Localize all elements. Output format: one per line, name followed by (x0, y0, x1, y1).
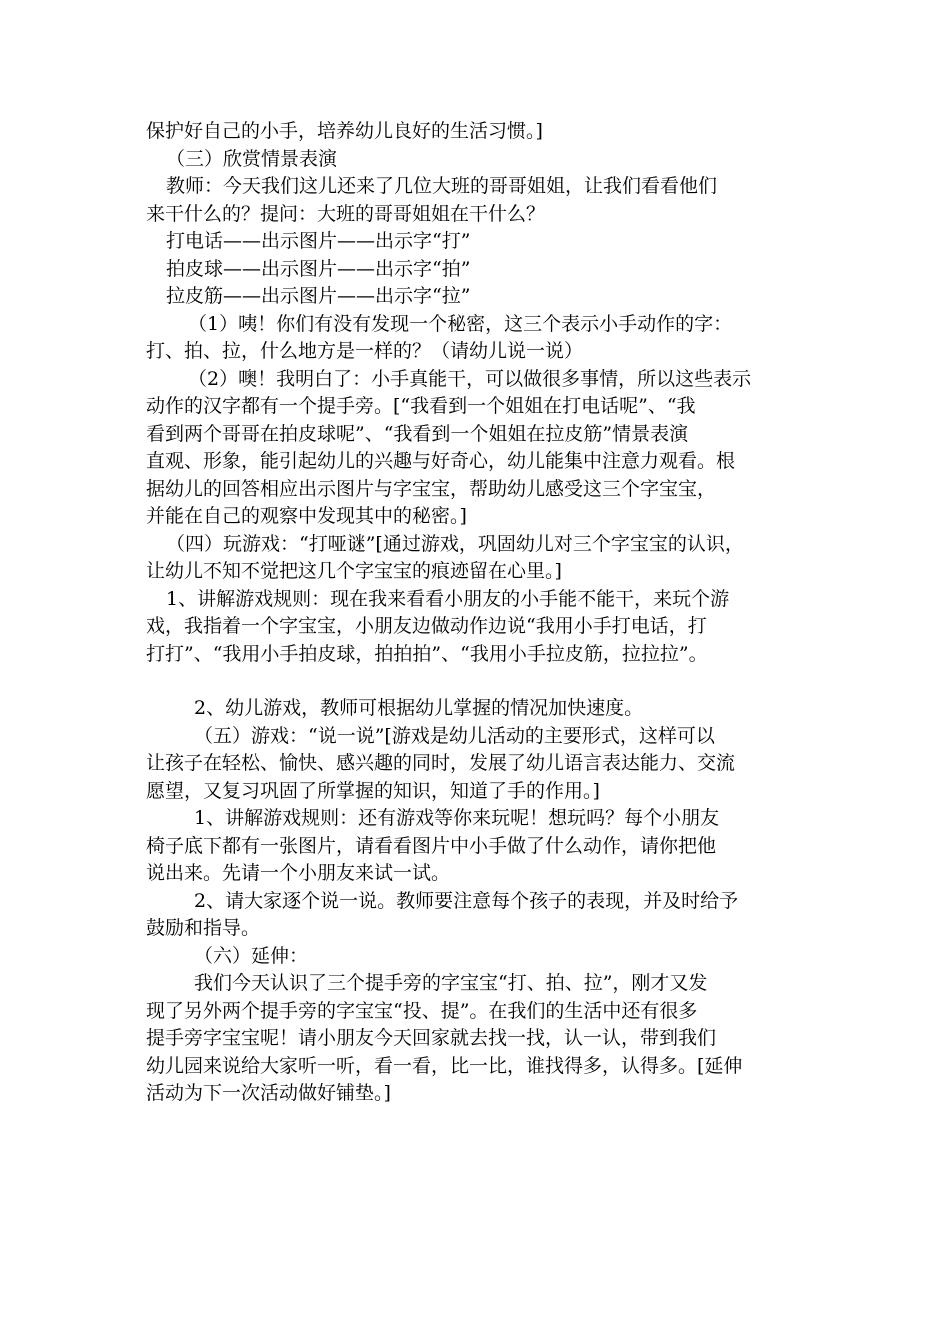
body-text (146, 118, 818, 1108)
section-heading: （四）玩游戏：“打哑谜”[通过游戏，巩固幼儿对三个字宝宝的认识， (166, 532, 744, 555)
paragraph-line: 看到两个哥哥在拍皮球呢”、“我看到一个姐姐在拉皮筋”情景表演 (146, 422, 689, 445)
paragraph-line: 椅子底下都有一张图片，请看看图片中小手做了什么动作，请你把他 (146, 834, 717, 857)
paragraph-line: （1）咦！你们有没有发现一个秘密，这三个表示小手动作的字： (188, 312, 733, 335)
paragraph-line: 提手旁字宝宝呢！请小朋友今天回家就去找一找，认一认，带到我们 (146, 1027, 717, 1049)
paragraph-line: 戏，我指着一个字宝宝，小朋友边做动作边说“我用小手打电话，打 (146, 615, 707, 637)
paragraph-line: 打打”、“我用小手拍皮球，拍拍拍”、“我用小手拉皮筋，拉拉拉”。 (146, 642, 708, 665)
section-heading: （六）延伸： (194, 944, 309, 967)
paragraph-line: 据幼儿的回答相应出示图片与字宝宝，帮助幼儿感受这三个字宝宝， (146, 477, 717, 500)
paragraph-line: 让孩子在轻松、愉快、感兴趣的同时，发展了幼儿语言表达能力、交流 (146, 752, 736, 774)
paragraph-line: 活动为下一次活动做好铺垫。] (146, 1082, 391, 1104)
paragraph-line: 打电话——出示图片——出示字“打” (166, 230, 471, 252)
paragraph-line: 1、讲解游戏规则：现在我来看看小朋友的小手能不能干，来玩个游 (166, 587, 730, 610)
paragraph-line: 说出来。先请一个小朋友来试一试。 (146, 862, 451, 884)
paragraph-line: 2、幼儿游戏，教师可根据幼儿掌握的情况加快速度。 (194, 697, 644, 719)
paragraph-line: 愿望，又复习巩固了所掌握的知识，知道了手的作用。] (146, 779, 600, 802)
paragraph-line: 让幼儿不知不觉把这几个字宝宝的痕迹留在心里。] (146, 560, 562, 582)
paragraph-line: 动作的汉字都有一个提手旁。[“我看到一个姐姐在打电话呢”、“我 (146, 395, 696, 417)
paragraph-line: 打、拍、拉，什么地方是一样的？（请幼儿说一说） (146, 340, 584, 362)
blank-line (146, 668, 818, 695)
paragraph-line: 教师：今天我们这儿还来了几位大班的哥哥姐姐，让我们看看他们 (166, 175, 718, 197)
paragraph-line: 来干什么的？提问：大班的哥哥姐姐在干什么？ (146, 202, 546, 225)
paragraph-line: 拉皮筋——出示图片——出示字“拉” (166, 285, 471, 307)
paragraph-line: 保护好自己的小手，培养幼儿良好的生活习惯。] (146, 120, 543, 142)
paragraph-line: 现了另外两个提手旁的字宝宝“投、提”。在我们的生活中还有很多 (146, 999, 698, 1022)
paragraph-line: 2、请大家逐个说一说。教师要注意每个孩子的表现，并及时给予 (194, 889, 739, 912)
section-heading: （五）游戏：“说一说”[游戏是幼儿活动的主要形式，这样可以 (194, 724, 715, 747)
paragraph-line: 幼儿园来说给大家听一听，看一看，比一比，谁找得多，认得多。[延伸 (146, 1054, 743, 1077)
paragraph-line: 我们今天认识了三个提手旁的字宝宝“打、拍、拉”，刚才又发 (194, 972, 708, 994)
section-heading: （三）欣赏情景表演 (166, 147, 338, 170)
paragraph-line: 拍皮球——出示图片——出示字“拍” (166, 257, 471, 280)
paragraph-line: 鼓励和指导。 (146, 917, 261, 939)
paragraph-line: 直观、形象，能引起幼儿的兴趣与好奇心，幼儿能集中注意力观看。根 (146, 450, 736, 472)
paragraph-line: 并能在自己的观察中发现其中的秘密。] (146, 505, 467, 527)
paragraph-line: 1、讲解游戏规则：还有游戏等你来玩呢！想玩吗？每个小朋友 (194, 807, 720, 829)
paragraph-line: （2）噢！我明白了：小手真能干，可以做很多事情，所以这些表示 (188, 367, 752, 390)
